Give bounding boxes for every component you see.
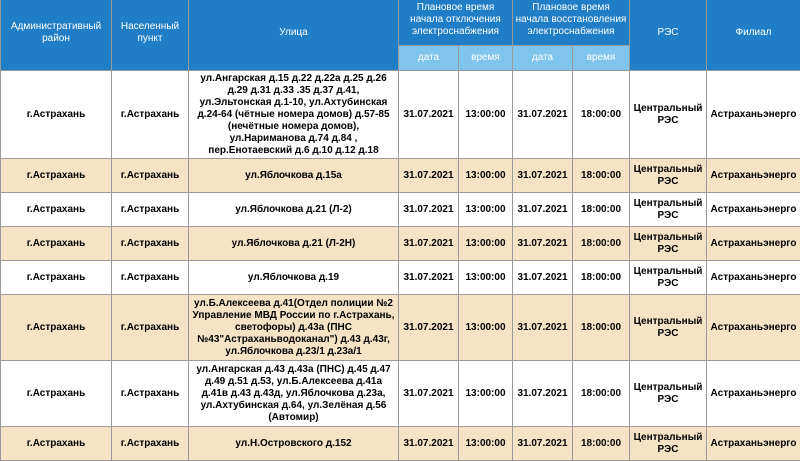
cell-branch: Астраханьэнерго — [707, 71, 800, 159]
cell-district: г.Астрахань — [1, 427, 112, 461]
cell-locality: г.Астрахань — [112, 295, 189, 361]
cell-off-date: 31.07.2021 — [399, 427, 459, 461]
cell-on-date: 31.07.2021 — [513, 427, 573, 461]
cell-off-date: 31.07.2021 — [399, 227, 459, 261]
cell-branch: Астраханьэнерго — [707, 193, 800, 227]
subheader-on-time: время — [573, 46, 630, 71]
cell-res: Центральный РЭС — [630, 295, 707, 361]
cell-off-date: 31.07.2021 — [399, 295, 459, 361]
cell-street: ул.Ангарская д.43 д.43а (ПНС) д.45 д.47 д.49 д.51 д.53, ул.Б.Алексеева д.41а д.41в д.43 д.43д, ул.Яблочкова д.23а, ул.Ахтубинская д.64, ул.Зелёная д.56 (Автомир) — [189, 361, 399, 427]
cell-on-date: 31.07.2021 — [513, 227, 573, 261]
cell-off-time: 13:00:00 — [459, 261, 513, 295]
cell-street: ул.Яблочкова д.21 (Л-2) — [189, 193, 399, 227]
cell-on-time: 18:00:00 — [573, 71, 630, 159]
cell-on-time: 18:00:00 — [573, 159, 630, 193]
cell-district: г.Астрахань — [1, 227, 112, 261]
cell-off-time: 13:00:00 — [459, 361, 513, 427]
cell-district: г.Астрахань — [1, 361, 112, 427]
cell-street: ул.Яблочкова д.21 (Л-2Н) — [189, 227, 399, 261]
cell-branch: Астраханьэнерго — [707, 261, 800, 295]
cell-off-time: 13:00:00 — [459, 159, 513, 193]
cell-district: г.Астрахань — [1, 295, 112, 361]
cell-locality: г.Астрахань — [112, 261, 189, 295]
table-row — [1, 193, 800, 227]
cell-on-date: 31.07.2021 — [513, 261, 573, 295]
table-row — [1, 427, 800, 461]
cell-off-time: 13:00:00 — [459, 295, 513, 361]
cell-on-time: 18:00:00 — [573, 193, 630, 227]
cell-on-time: 18:00:00 — [573, 227, 630, 261]
cell-street: ул.Б.Алексеева д.41(Отдел полиции №2 Управление МВД России по г.Астрахань, светофоры) д.43а (ПНС №43"Астраханьводоканал") д.43 д.43г, ул.Яблочкова д.23/1 д.23а/1 — [189, 295, 399, 361]
cell-off-date: 31.07.2021 — [399, 193, 459, 227]
cell-branch: Астраханьэнерго — [707, 295, 800, 361]
cell-locality: г.Астрахань — [112, 159, 189, 193]
cell-off-time: 13:00:00 — [459, 193, 513, 227]
cell-on-date: 31.07.2021 — [513, 159, 573, 193]
header-on-time: Плановое время начала восстановления электроснабжения — [513, 0, 630, 46]
cell-off-date: 31.07.2021 — [399, 261, 459, 295]
cell-res: Центральный РЭС — [630, 71, 707, 159]
cell-off-date: 31.07.2021 — [399, 71, 459, 159]
cell-off-date: 31.07.2021 — [399, 361, 459, 427]
cell-branch: Астраханьэнерго — [707, 427, 800, 461]
header-branch: Филиал — [707, 0, 800, 71]
cell-res: Центральный РЭС — [630, 261, 707, 295]
cell-off-time: 13:00:00 — [459, 427, 513, 461]
table-row — [1, 227, 800, 261]
cell-locality: г.Астрахань — [112, 193, 189, 227]
cell-on-date: 31.07.2021 — [513, 361, 573, 427]
header-locality: Населенный пункт — [112, 0, 189, 71]
cell-street: ул.Яблочкова д.19 — [189, 261, 399, 295]
cell-res: Центральный РЭС — [630, 361, 707, 427]
cell-branch: Астраханьэнерго — [707, 227, 800, 261]
cell-off-time: 13:00:00 — [459, 227, 513, 261]
cell-off-date: 31.07.2021 — [399, 159, 459, 193]
cell-locality: г.Астрахань — [112, 361, 189, 427]
cell-district: г.Астрахань — [1, 193, 112, 227]
table-row — [1, 261, 800, 295]
cell-res: Центральный РЭС — [630, 193, 707, 227]
cell-on-time: 18:00:00 — [573, 261, 630, 295]
cell-district: г.Астрахань — [1, 261, 112, 295]
header-district: Административный район — [1, 0, 112, 71]
table-header-row — [1, 0, 800, 46]
cell-on-date: 31.07.2021 — [513, 295, 573, 361]
header-street: Улица — [189, 0, 399, 71]
cell-district: г.Астрахань — [1, 159, 112, 193]
header-res: РЭС — [630, 0, 707, 71]
cell-res: Центральный РЭС — [630, 159, 707, 193]
header-off-time: Плановое время начала отключения электроснабжения — [399, 0, 513, 46]
cell-locality: г.Астрахань — [112, 71, 189, 159]
cell-street: ул.Н.Островского д.152 — [189, 427, 399, 461]
subheader-off-date: дата — [399, 46, 459, 71]
cell-on-date: 31.07.2021 — [513, 193, 573, 227]
cell-off-time: 13:00:00 — [459, 71, 513, 159]
cell-locality: г.Астрахань — [112, 427, 189, 461]
cell-res: Центральный РЭС — [630, 227, 707, 261]
cell-branch: Астраханьэнерго — [707, 159, 800, 193]
cell-street: ул.Ангарская д.15 д.22 д.22а д.25 д.26 д.29 д.31 д.33 .35 д.37 д.41, ул.Эльтонская д.1-10, ул.Ахтубинская д.24-64 (чётные номера домов) д.57-85 (нечётные номера домов), ул.Нариманова д.74 д.84 , пер.Енотаевский д.6 д.10 д.12 д.18 — [189, 71, 399, 159]
cell-res: Центральный РЭС — [630, 427, 707, 461]
table-row — [1, 159, 800, 193]
table-row — [1, 361, 800, 427]
cell-district: г.Астрахань — [1, 71, 112, 159]
table-row — [1, 295, 800, 361]
cell-on-time: 18:00:00 — [573, 295, 630, 361]
cell-on-date: 31.07.2021 — [513, 71, 573, 159]
subheader-on-date: дата — [513, 46, 573, 71]
cell-locality: г.Астрахань — [112, 227, 189, 261]
subheader-off-time: время — [459, 46, 513, 71]
cell-branch: Астраханьэнерго — [707, 361, 800, 427]
cell-on-time: 18:00:00 — [573, 361, 630, 427]
table-row — [1, 71, 800, 159]
cell-on-time: 18:00:00 — [573, 427, 630, 461]
cell-street: ул.Яблочкова д.15а — [189, 159, 399, 193]
